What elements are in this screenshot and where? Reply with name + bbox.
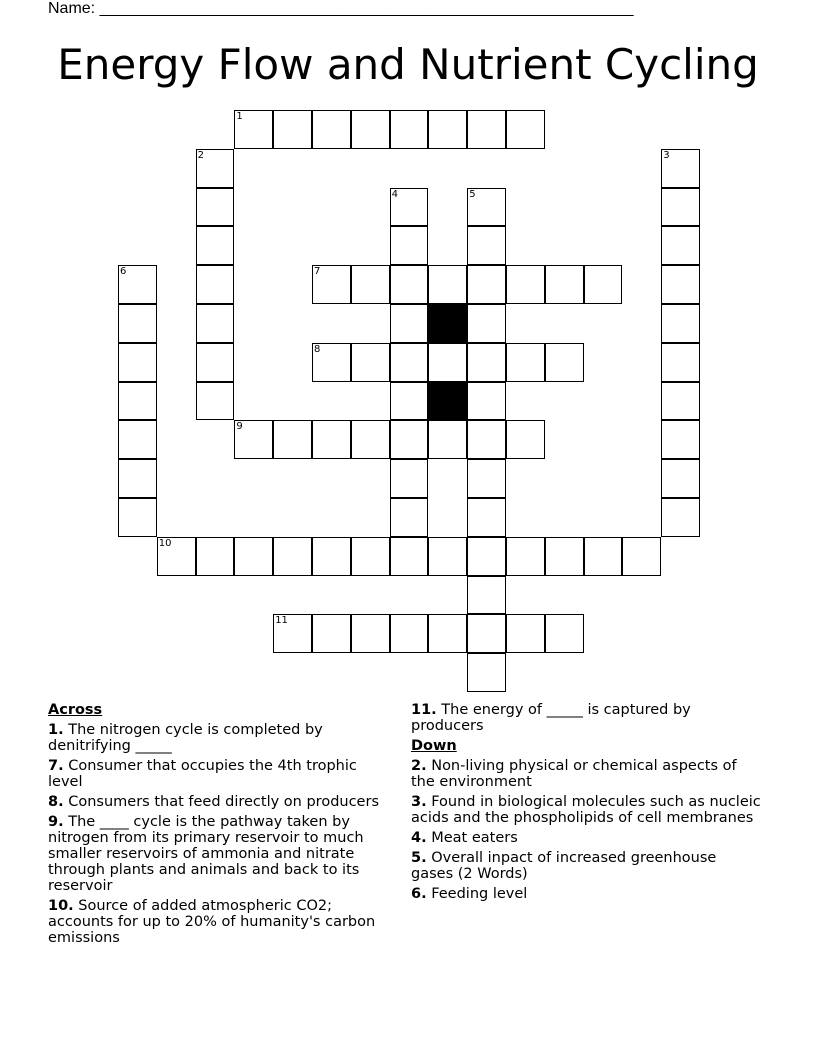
crossword-cell[interactable] — [467, 614, 506, 653]
clue-number-label: 6 — [120, 266, 127, 278]
crossword-cell[interactable] — [661, 265, 700, 304]
crossword-cell[interactable] — [506, 614, 545, 653]
crossword-cell[interactable] — [584, 537, 623, 576]
crossword-cell[interactable] — [467, 226, 506, 265]
clue-text: Feeding level — [431, 886, 528, 902]
crossword-cell[interactable] — [661, 304, 700, 343]
crossword-cell[interactable] — [428, 110, 467, 149]
clue-number: 2. — [411, 758, 427, 774]
clue-down-4 — [411, 830, 761, 846]
crossword-cell[interactable] — [196, 537, 235, 576]
clue-text: Found in biological molecules such as nucleic acids and the phospholipids of cell membranes — [411, 794, 761, 826]
crossword-cell[interactable] — [351, 537, 390, 576]
clue-number-label: 3 — [663, 149, 670, 161]
crossword-cell[interactable] — [234, 420, 273, 459]
clue-across-10 — [48, 898, 393, 946]
clue-number: 9. — [48, 814, 64, 830]
crossword-cell[interactable] — [390, 537, 429, 576]
clues-right-column — [411, 702, 761, 906]
clue-across-1 — [48, 722, 393, 754]
clue-number: 11. — [411, 702, 437, 718]
clue-text: The energy of _____ is captured by producers — [411, 702, 691, 734]
clue-number: 8. — [48, 794, 64, 810]
clue-number: 1. — [48, 722, 64, 738]
crossword-cell[interactable] — [467, 420, 506, 459]
crossword-cell[interactable] — [157, 537, 196, 576]
crossword-cell[interactable] — [390, 304, 429, 343]
crossword-blocked-cell — [428, 382, 467, 421]
clue-number-label: 11 — [275, 615, 288, 627]
crossword-cell[interactable] — [467, 110, 506, 149]
crossword-cell[interactable] — [428, 343, 467, 382]
crossword-cell[interactable] — [196, 149, 235, 188]
crossword-cell[interactable] — [661, 420, 700, 459]
crossword-cell[interactable] — [661, 498, 700, 537]
clue-down-2 — [411, 758, 761, 790]
crossword-cell[interactable] — [312, 265, 351, 304]
crossword-cell[interactable] — [390, 188, 429, 227]
crossword-cell[interactable] — [467, 265, 506, 304]
clue-text: Meat eaters — [431, 830, 518, 846]
crossword-cell[interactable] — [390, 265, 429, 304]
crossword-cell[interactable] — [661, 343, 700, 382]
crossword-cell[interactable] — [506, 110, 545, 149]
crossword-cell[interactable] — [467, 498, 506, 537]
crossword-cell[interactable] — [118, 382, 157, 421]
crossword-cell[interactable] — [273, 110, 312, 149]
crossword-cell[interactable] — [467, 576, 506, 615]
crossword-cell[interactable] — [428, 420, 467, 459]
clue-number-label: 1 — [236, 111, 243, 122]
clue-text: The nitrogen cycle is completed by denitrifying _____ — [48, 722, 323, 754]
clue-text: Consumer that occupies the 4th trophic level — [48, 758, 357, 790]
crossword-cell[interactable] — [390, 498, 429, 537]
clue-number: 3. — [411, 794, 427, 810]
across-heading: Across — [48, 702, 103, 718]
clue-number: 10. — [48, 898, 74, 914]
crossword-cell[interactable] — [312, 537, 351, 576]
crossword-cell[interactable] — [312, 420, 351, 459]
clue-text: Source of added atmospheric CO2; accounts for up to 20% of humanity's carbon emissions — [48, 898, 376, 946]
crossword-cell[interactable] — [390, 614, 429, 653]
crossword-cell[interactable] — [428, 614, 467, 653]
clue-number-label: 10 — [158, 537, 172, 549]
crossword-cell[interactable] — [467, 459, 506, 498]
crossword-cell[interactable] — [661, 149, 700, 188]
clue-across-7 — [48, 758, 393, 790]
crossword-cell[interactable] — [506, 343, 545, 382]
crossword-cell[interactable] — [312, 614, 351, 653]
crossword-cell[interactable] — [545, 537, 584, 576]
crossword-cell[interactable] — [196, 343, 235, 382]
crossword-cell[interactable] — [234, 537, 273, 576]
clue-text: Consumers that feed directly on producers — [68, 794, 379, 810]
crossword-cell[interactable] — [118, 343, 157, 382]
clue-number-label: 7 — [314, 266, 321, 278]
crossword-cell[interactable] — [351, 265, 390, 304]
name-field-label: Name: ____________________________________________________________ — [48, 0, 634, 17]
crossword-cell[interactable] — [428, 265, 467, 304]
clue-number-label: 2 — [197, 149, 204, 161]
clue-number-label: 9 — [236, 421, 243, 433]
crossword-cell[interactable] — [351, 420, 390, 459]
clue-number-label: 4 — [391, 188, 398, 200]
crossword-cell[interactable] — [351, 110, 390, 149]
crossword-cell[interactable] — [390, 343, 429, 382]
crossword-cell[interactable] — [390, 110, 429, 149]
crossword-cell[interactable] — [622, 537, 661, 576]
crossword-cell[interactable] — [661, 382, 700, 421]
crossword-cell[interactable] — [196, 382, 235, 421]
clue-number: 5. — [411, 850, 427, 866]
crossword-cell[interactable] — [661, 459, 700, 498]
crossword-cell[interactable] — [390, 382, 429, 421]
crossword-cell[interactable] — [506, 537, 545, 576]
crossword-blocked-cell — [428, 304, 467, 343]
crossword-cell[interactable] — [273, 420, 312, 459]
page-title: Energy Flow and Nutrient Cycling — [57, 40, 759, 89]
clue-text: Overall inpact of increased greenhouse gases (2 Words) — [411, 850, 717, 882]
crossword-cell[interactable] — [545, 343, 584, 382]
clue-text: Non-living physical or chemical aspects of the environment — [411, 758, 737, 790]
crossword-cell[interactable] — [467, 537, 506, 576]
crossword-cell[interactable] — [390, 226, 429, 265]
clue-number: 4. — [411, 830, 427, 846]
crossword-cell[interactable] — [467, 188, 506, 227]
crossword-cell[interactable] — [196, 265, 235, 304]
clues-left-column — [48, 702, 393, 950]
crossword-cell[interactable] — [390, 459, 429, 498]
clue-number-label: 5 — [469, 188, 476, 200]
crossword-cell[interactable] — [467, 382, 506, 421]
crossword-cell[interactable] — [661, 226, 700, 265]
clue-number: 6. — [411, 886, 427, 902]
crossword-cell[interactable] — [118, 304, 157, 343]
crossword-cell[interactable] — [196, 304, 235, 343]
crossword-cell[interactable] — [196, 188, 235, 227]
clue-number-label: 8 — [314, 343, 321, 355]
clue-across-9 — [48, 814, 393, 894]
clue-down-5 — [411, 850, 761, 882]
clue-across-8 — [48, 794, 393, 810]
crossword-cell[interactable] — [428, 537, 467, 576]
crossword-cell[interactable] — [118, 498, 157, 537]
crossword-cell[interactable] — [584, 265, 623, 304]
crossword-cell[interactable] — [506, 265, 545, 304]
crossword-cell[interactable] — [312, 343, 351, 382]
crossword-cell[interactable] — [467, 304, 506, 343]
crossword-cell[interactable] — [196, 226, 235, 265]
crossword-cell[interactable] — [351, 343, 390, 382]
crossword-cell[interactable] — [545, 265, 584, 304]
crossword-cell[interactable] — [506, 420, 545, 459]
crossword-cell[interactable] — [467, 343, 506, 382]
crossword-cell[interactable] — [234, 110, 273, 149]
crossword-cell[interactable] — [390, 420, 429, 459]
crossword-cell[interactable] — [273, 537, 312, 576]
clue-text: The ____ cycle is the pathway taken by nitrogen from its primary reservoir to much smaller reservoirs of ammonia and nitrate through plants and animals and back to its reservoir — [48, 814, 364, 894]
clue-across-11 — [411, 702, 761, 734]
clue-down-3 — [411, 794, 761, 826]
crossword-cell[interactable] — [545, 614, 584, 653]
crossword-cell[interactable] — [351, 614, 390, 653]
clue-number: 7. — [48, 758, 64, 774]
clue-down-6 — [411, 886, 761, 902]
crossword-cell[interactable] — [273, 614, 312, 653]
crossword-cell[interactable] — [661, 188, 700, 227]
crossword-cell[interactable] — [118, 265, 157, 304]
down-heading: Down — [411, 738, 457, 754]
crossword-cell[interactable] — [118, 459, 157, 498]
crossword-cell[interactable] — [118, 420, 157, 459]
crossword-cell[interactable] — [312, 110, 351, 149]
crossword-cell[interactable] — [467, 653, 506, 692]
